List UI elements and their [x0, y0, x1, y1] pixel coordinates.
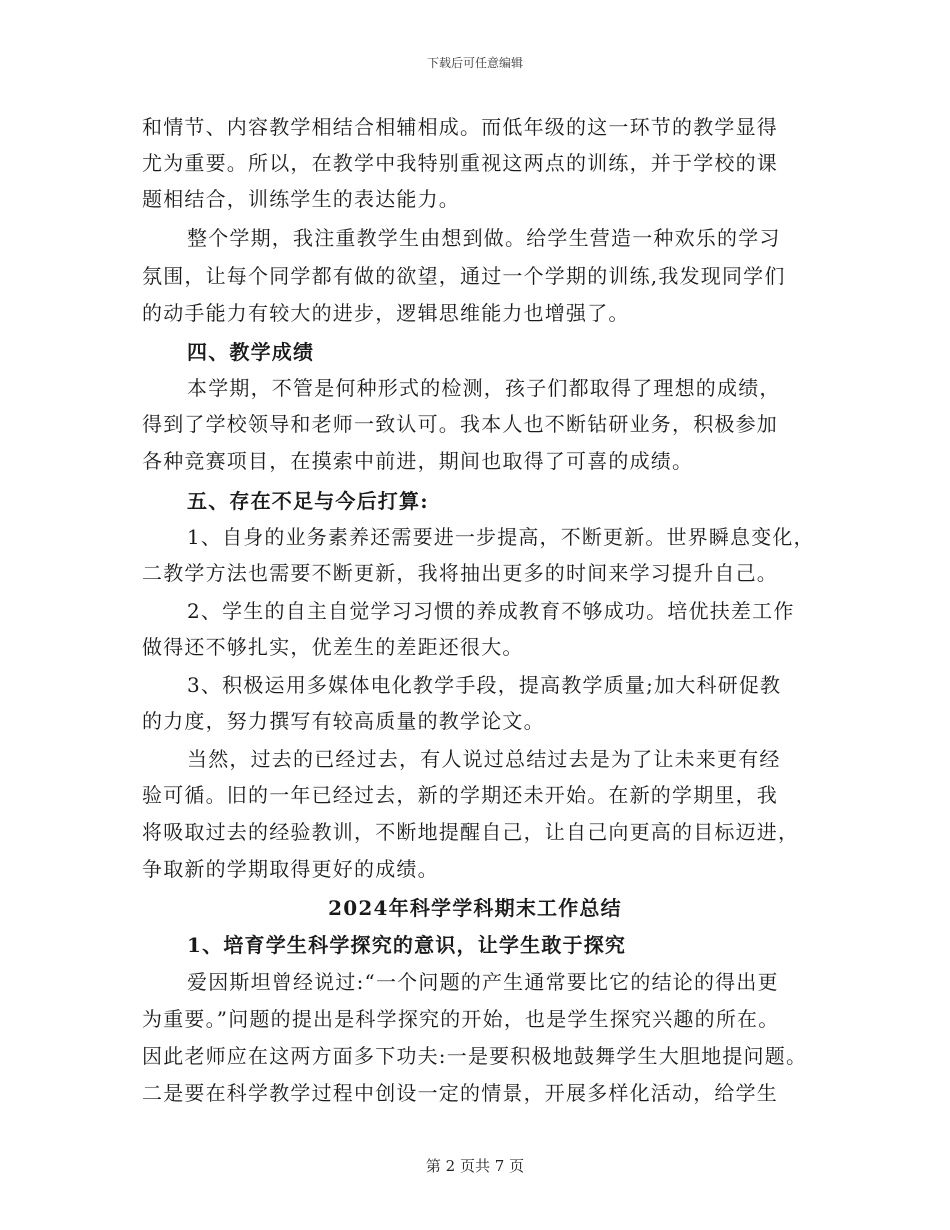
paragraph-line: 二教学方法也需要不断更新，我将抽出更多的时间来学习提升自己。 [142, 561, 778, 585]
document-title: 2024年科学学科期末工作总结 [328, 896, 622, 920]
paragraph-line: 得到了学校领导和老师一致认可。我本人也不断钻研业务，积极参加 [142, 412, 778, 436]
paragraph-line: 2、学生的自主自觉学习习惯的养成教育不够成功。培优扶差工作 [187, 599, 795, 623]
paragraph-line: 氛围，让每个同学都有做的欲望，通过一个学期的训练,我发现同学们 [142, 264, 786, 288]
paragraph-line: 的动手能力有较大的进步，逻辑思维能力也增强了。 [142, 301, 630, 325]
page-footer: 第 2 页共 7 页 [425, 1157, 525, 1175]
paragraph-line: 做得还不够扎实，优差生的差距还很大。 [142, 635, 524, 659]
paragraph-line: 爱因斯坦曾经说过:“一个问题的产生通常要比它的结论的得出更 [187, 970, 779, 994]
paragraph-line: 因此老师应在这两方面多下功夫:一是要积极地鼓舞学生大胆地提问题。 [142, 1044, 808, 1068]
paragraph-line: 当然，过去的已经过去，有人说过总结过去是为了让未来更有经 [187, 747, 781, 771]
paragraph-line: 为重要。”问题的提出是科学探究的开始，也是学生探究兴趣的所在。 [142, 1007, 780, 1031]
paragraph-line: 二是要在科学教学过程中创设一定的情景，开展多样化活动，给学生 [142, 1081, 778, 1105]
paragraph-line: 题相结合，训练学生的表达能力。 [142, 187, 460, 211]
paragraph-line: 3、积极运用多媒体电化教学手段，提高教学质量;加大科研促教 [187, 673, 782, 697]
paragraph-line: 的力度，努力撰写有较高质量的教学论文。 [142, 709, 545, 733]
paragraph-line: 尤为重要。所以，在教学中我特别重视这两点的训练，并于学校的课 [142, 151, 778, 175]
paragraph-line: 本学期，不管是何种形式的检测，孩子们都取得了理想的成绩， [187, 376, 781, 400]
paragraph-line: 和情节、内容教学相结合相辅相成。而低年级的这一环节的教学显得 [142, 115, 778, 139]
paragraph-line: 将吸取过去的经验教训，不断地提醒自己，让自己向更高的目标迈进， [142, 820, 800, 844]
paragraph-line: 1、自身的业务素养还需要进一步提高，不断更新。世界瞬息变化， [187, 525, 815, 549]
paragraph-line: 整个学期，我注重教学生由想到做。给学生营造一种欢乐的学习 [187, 226, 781, 250]
page-header: 下载后可任意编辑 [426, 56, 523, 70]
paragraph-line: 各种竞赛项目，在摸索中前进，期间也取得了可喜的成绩。 [142, 449, 694, 473]
section-heading: 五、存在不足与今后打算: [187, 489, 429, 513]
section-heading: 1、培育学生科学探究的意识，让学生敢于探究 [187, 933, 627, 957]
section-heading: 四、教学成绩 [187, 340, 315, 364]
paragraph-line: 验可循。旧的一年已经过去，新的学期还未开始。在新的学期里，我 [142, 783, 778, 807]
paragraph-line: 争取新的学期取得更好的成绩。 [142, 857, 439, 881]
